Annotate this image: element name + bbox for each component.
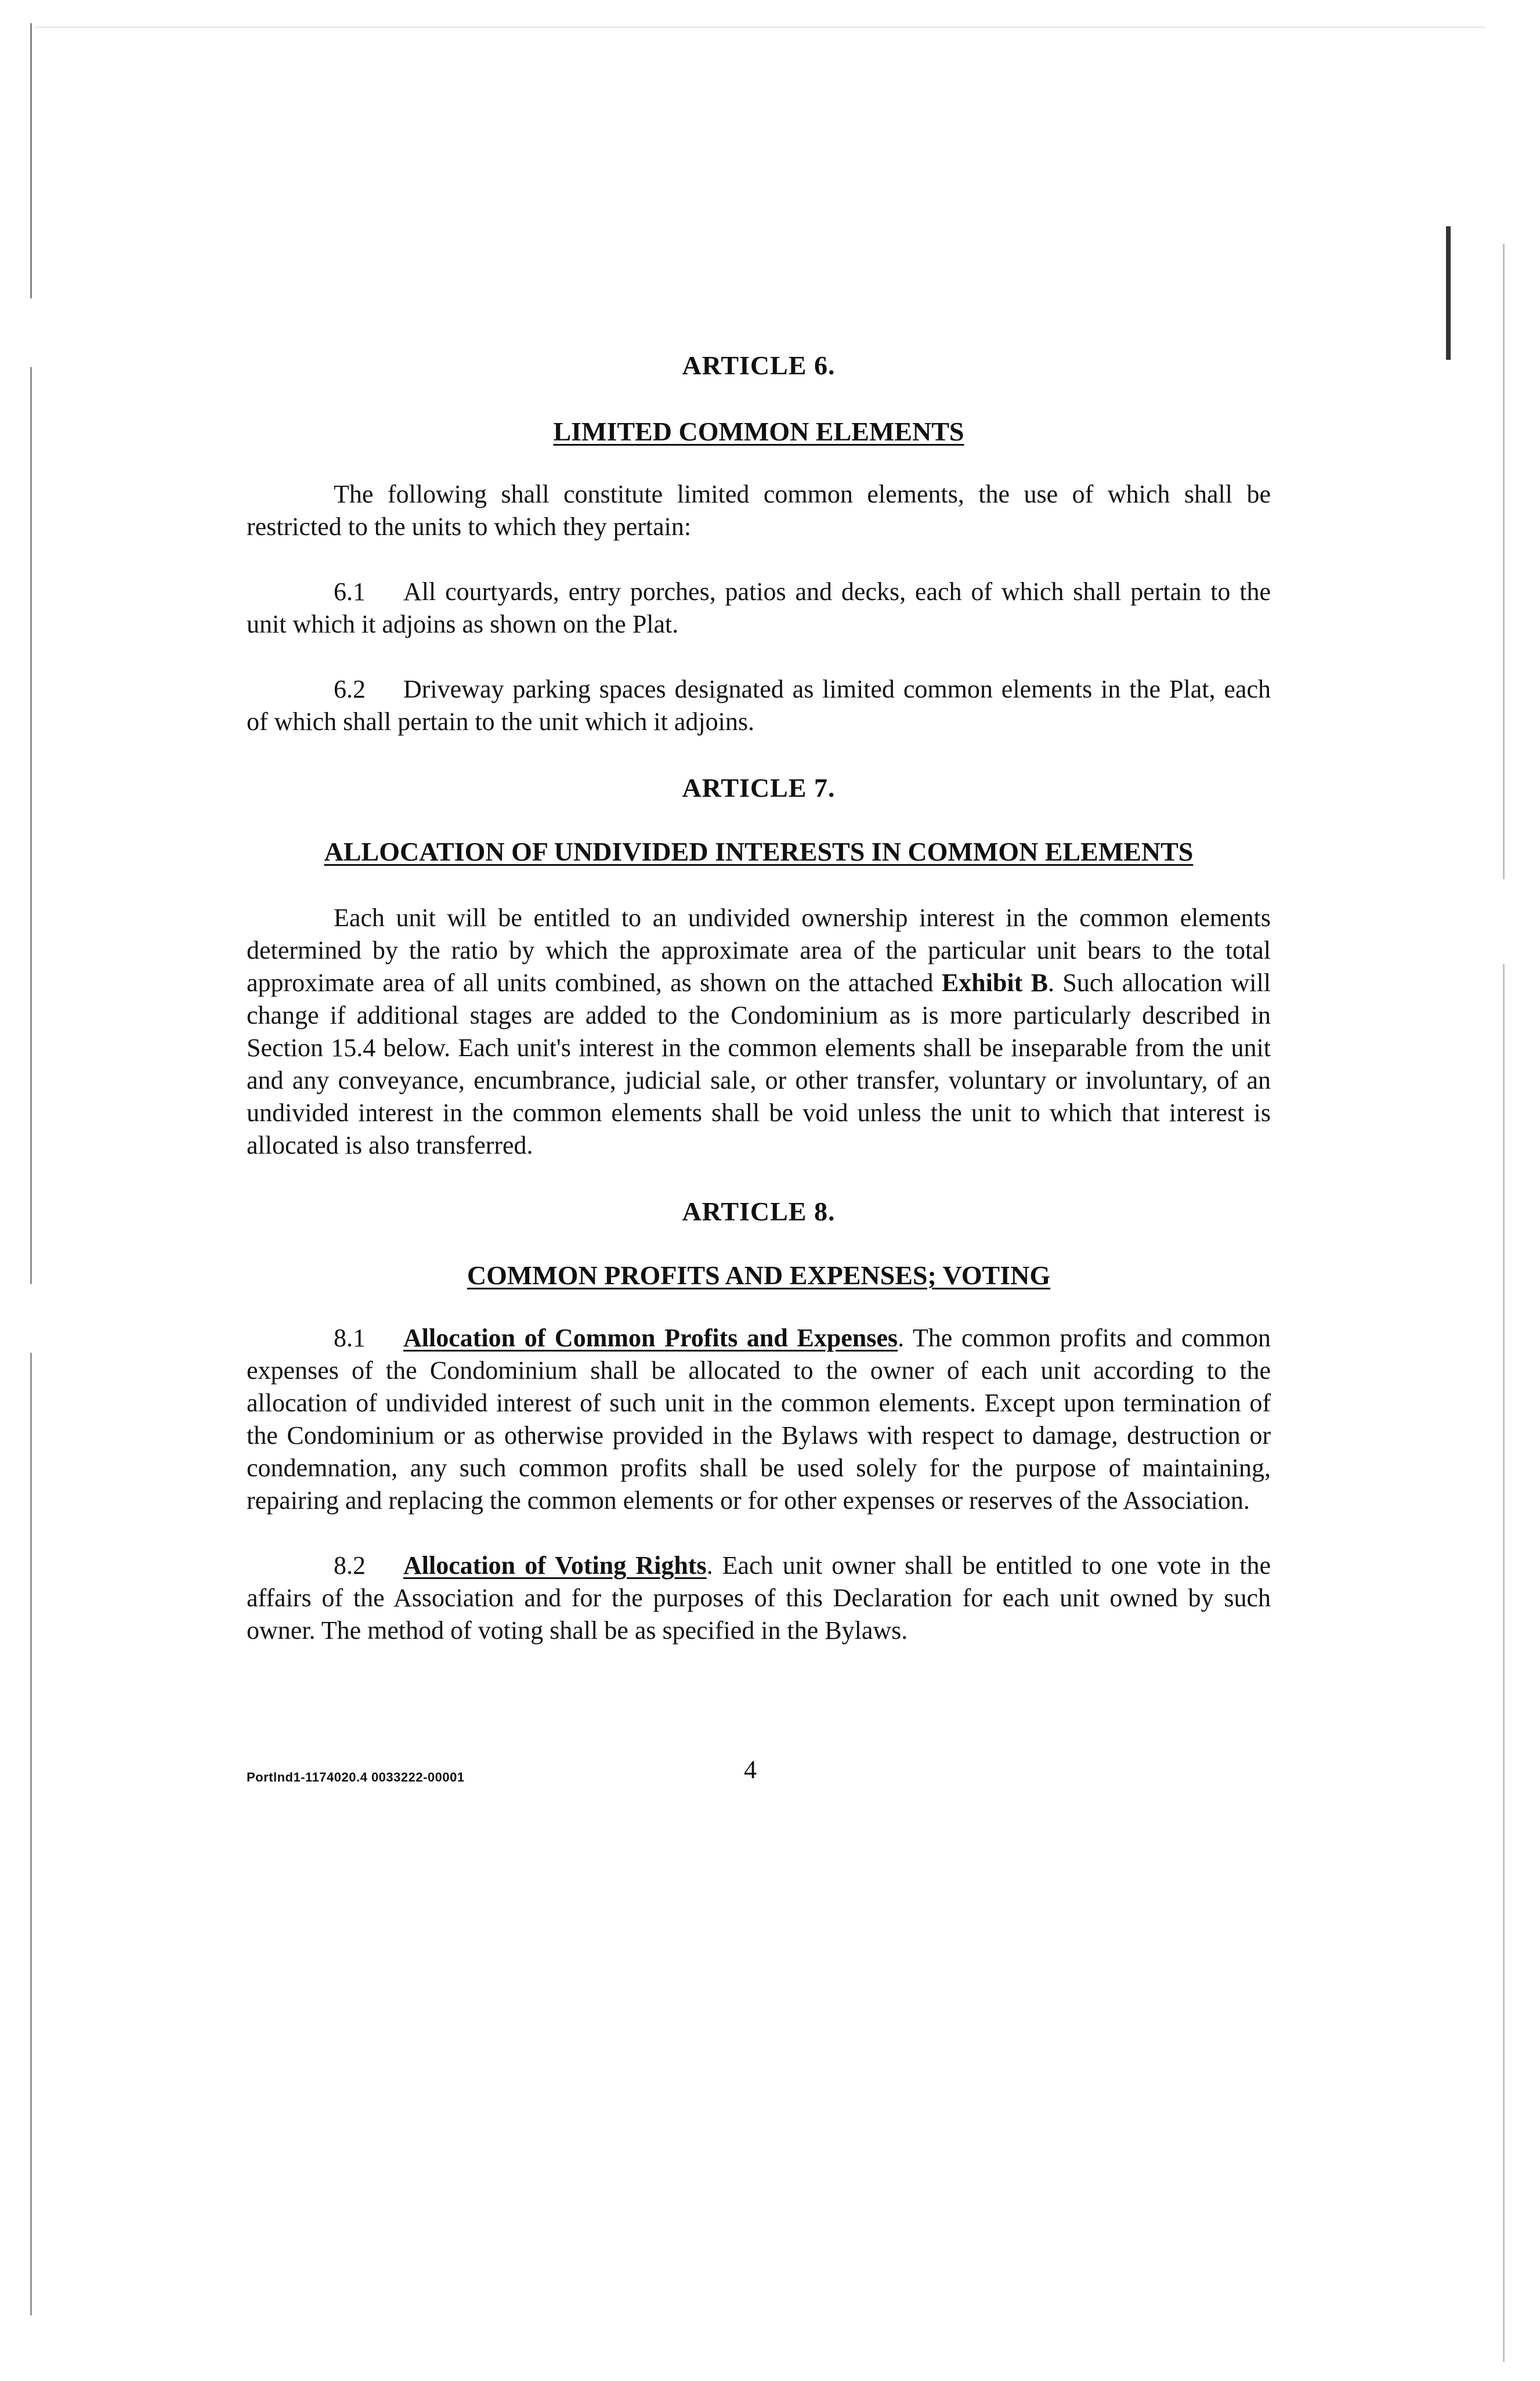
exhibit-b-reference: Exhibit B (941, 969, 1048, 997)
article-7-paragraph (247, 902, 1271, 1162)
article-7 (247, 771, 1271, 1162)
section-8-1-number: 8.1 (334, 1324, 366, 1352)
section-8-1-text: . The common profits and common expenses of the Condominium shall be allocated to the owner of each unit according to the allocation of undivided interest of such unit in the common elements. Except upon termination of the Condominium or as otherwise provided in the Bylaws with respect to damage, destruction or condemnation, any such common profits shall be used solely for the purpose of maintaining, repairing and replacing the common elements or for other expenses or reserves of the Association. (247, 1324, 1271, 1515)
article-6 (247, 348, 1271, 738)
article-8-title: COMMON PROFITS AND EXPENSES; VOTING (467, 1260, 1051, 1290)
article-6-intro: The following shall constitute limited common elements, the use of which shall be restricted to the units to which they pertain: (247, 480, 1271, 541)
article-7-text-end: . Such allocation will change if additional stages are added to the Condominium as is more particularly described in Section 15.4 below. Each unit's interest in the common elements shall be inseparable from the unit and any conveyance, encumbrance, judicial sale, or other transfer, voluntary or involuntary, of an undivided interest in the common elements shall be void unless the unit to which that interest is allocated is also transferred. (247, 969, 1271, 1159)
page-number: 4 (744, 1755, 757, 1784)
section-6-1-number: 6.1 (334, 577, 366, 606)
article-7-text-start: Each unit will be entitled to an undivided ownership interest in the common elements determined by the ratio by which the approximate area of the particular unit bears to the total approximate area of all units combined, as shown on the attached (247, 904, 1271, 997)
section-8-2-text: . Each unit owner shall be entitled to one vote in the affairs of the Association and for the purposes of this Declaration for each unit owned by such owner. The method of voting shall be as specified in the Bylaws. (247, 1551, 1271, 1645)
scan-edge-top (35, 27, 1485, 28)
article-6-heading: ARTICLE 6. (682, 351, 836, 380)
article-7-title: ALLOCATION OF UNDIVIDED INTERESTS IN COMMON ELEMENTS (324, 837, 1194, 866)
scan-edge-mark (1446, 226, 1451, 360)
section-8-2-heading: Allocation of Voting Rights (403, 1551, 707, 1580)
section-6-2-text: Driveway parking spaces designated as limited common elements in the Plat, each of which shall pertain to the unit which it adjoins. (247, 675, 1271, 736)
section-6-1-text: All courtyards, entry porches, patios and decks, each of which shall pertain to the unit which it adjoins as shown on the Plat. (247, 577, 1271, 638)
section-8-2 (247, 1549, 1271, 1647)
scan-edge-left (30, 23, 32, 2315)
section-6-2 (247, 673, 1271, 738)
document-body (247, 348, 1271, 1647)
article-8 (247, 1194, 1271, 1647)
article-7-heading: ARTICLE 7. (682, 773, 836, 803)
section-6-1 (247, 576, 1271, 641)
section-8-1 (247, 1322, 1271, 1517)
scan-edge-right (1503, 244, 1505, 2362)
article-8-heading: ARTICLE 8. (682, 1197, 836, 1226)
section-8-2-number: 8.2 (334, 1551, 366, 1580)
article-6-title: LIMITED COMMON ELEMENTS (553, 417, 964, 446)
section-6-2-number: 6.2 (334, 675, 366, 703)
section-8-1-heading: Allocation of Common Profits and Expenses (403, 1324, 898, 1352)
document-code: Portlnd1-1174020.4 0033222-00001 (247, 1770, 465, 1784)
